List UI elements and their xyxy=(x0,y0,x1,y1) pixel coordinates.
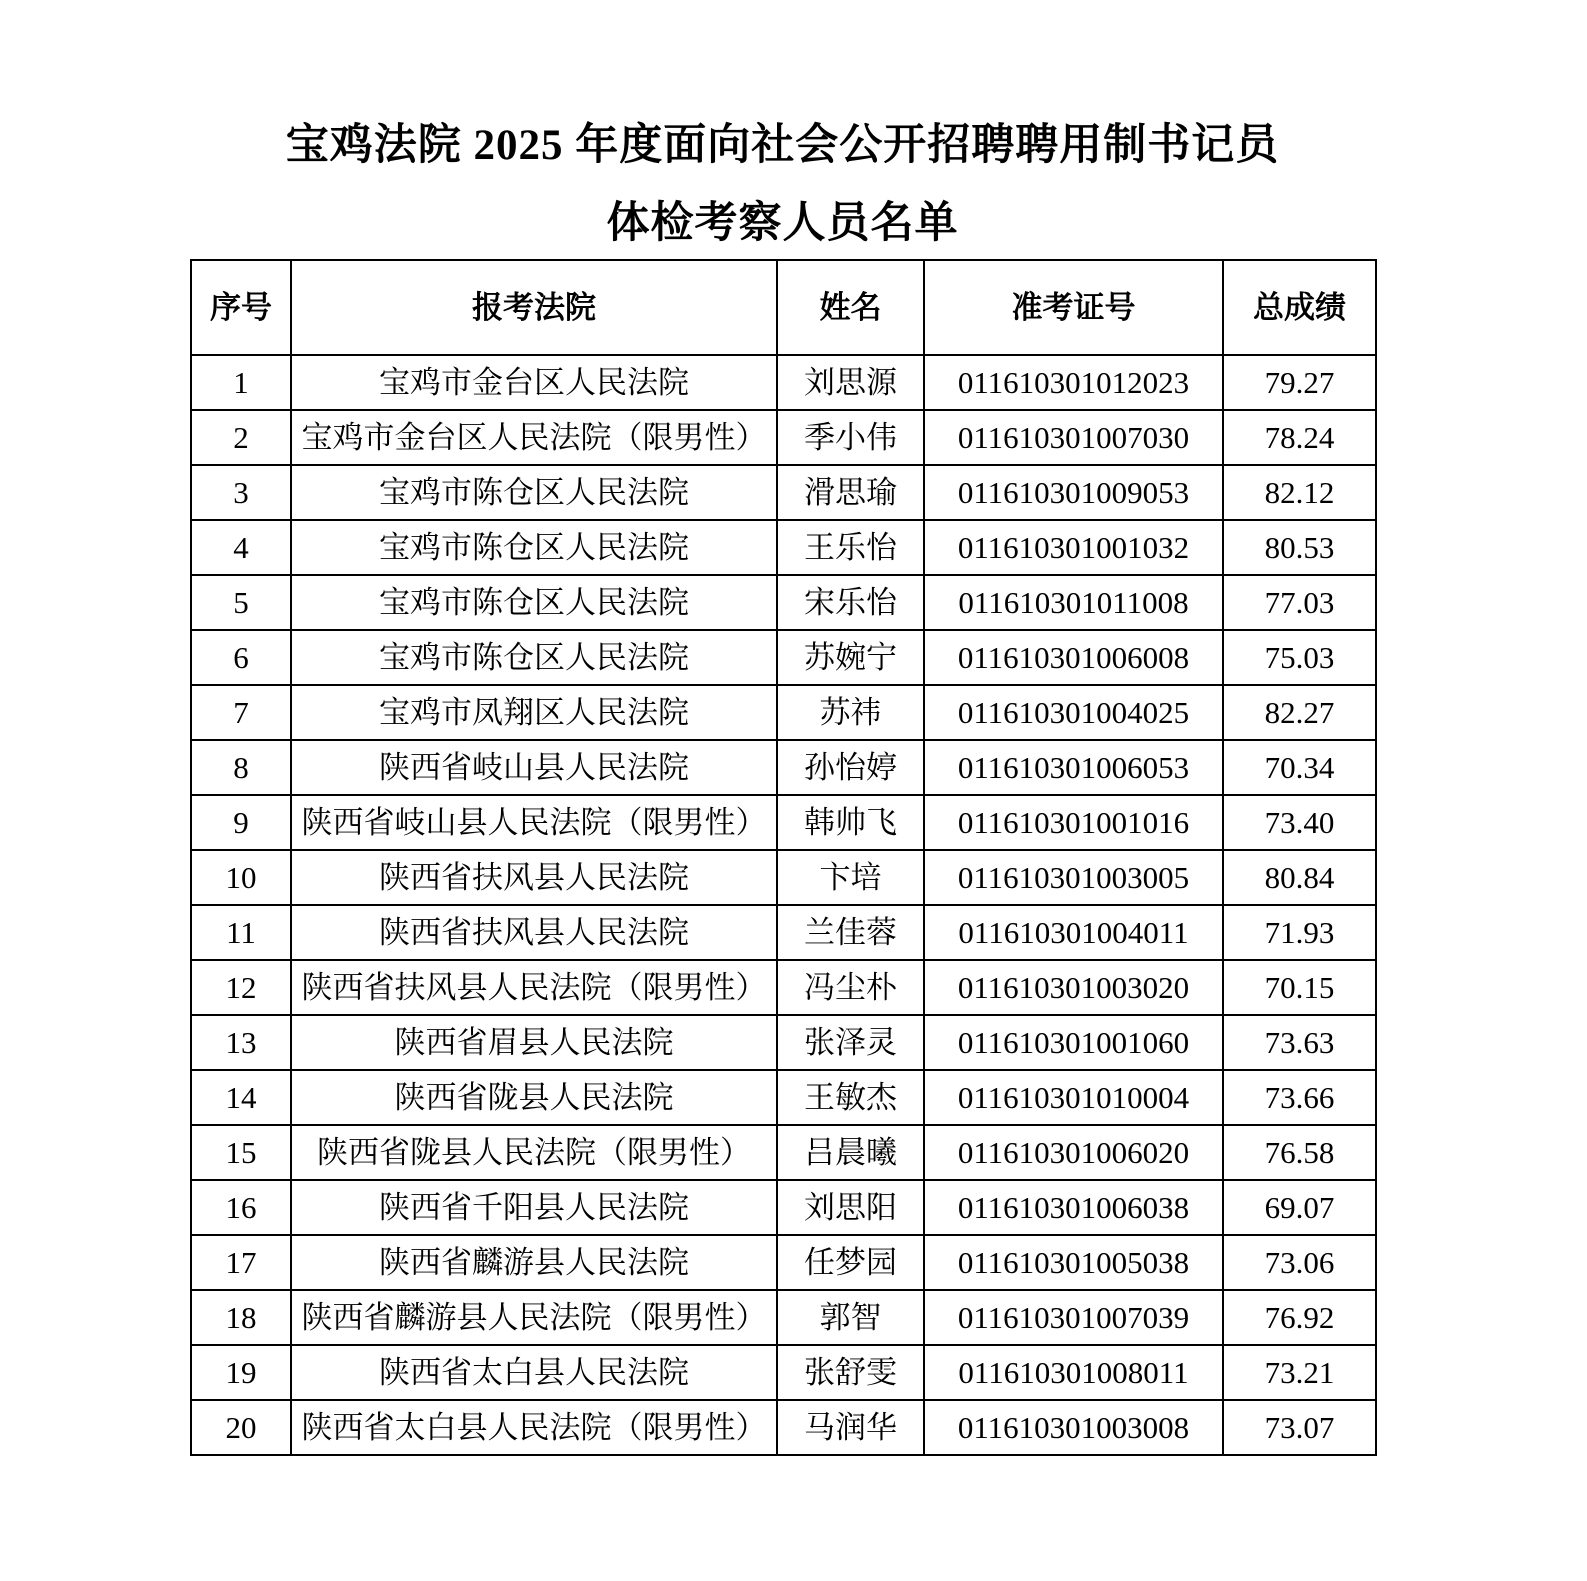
cell-applied-court: 陕西省陇县人民法院（限男性） xyxy=(291,1125,777,1180)
cell-serial-number: 6 xyxy=(191,630,291,685)
cell-serial-number: 9 xyxy=(191,795,291,850)
table-row xyxy=(191,1015,1376,1070)
header-serial-number: 序号 xyxy=(191,260,291,355)
cell-ticket-number: 011610301009053 xyxy=(924,465,1223,520)
cell-name: 苏婉宁 xyxy=(777,630,924,685)
cell-applied-court: 宝鸡市陈仓区人民法院 xyxy=(291,465,777,520)
cell-ticket-number: 011610301006008 xyxy=(924,630,1223,685)
cell-total-score: 76.92 xyxy=(1223,1290,1376,1345)
cell-total-score: 82.27 xyxy=(1223,685,1376,740)
header-name: 姓名 xyxy=(777,260,924,355)
cell-name: 季小伟 xyxy=(777,410,924,465)
cell-applied-court: 陕西省太白县人民法院 xyxy=(291,1345,777,1400)
cell-total-score: 70.34 xyxy=(1223,740,1376,795)
cell-total-score: 69.07 xyxy=(1223,1180,1376,1235)
table-row xyxy=(191,575,1376,630)
table-row xyxy=(191,850,1376,905)
cell-ticket-number: 011610301012023 xyxy=(924,355,1223,410)
table-row xyxy=(191,1125,1376,1180)
document-title-line1: 宝鸡法院 2025 年度面向社会公开招聘聘用制书记员 xyxy=(285,122,1280,169)
cell-total-score: 76.58 xyxy=(1223,1125,1376,1180)
cell-serial-number: 17 xyxy=(191,1235,291,1290)
cell-total-score: 73.06 xyxy=(1223,1235,1376,1290)
cell-serial-number: 15 xyxy=(191,1125,291,1180)
cell-applied-court: 宝鸡市金台区人民法院（限男性） xyxy=(291,410,777,465)
cell-total-score: 80.84 xyxy=(1223,850,1376,905)
cell-applied-court: 陕西省千阳县人民法院 xyxy=(291,1180,777,1235)
cell-name: 王乐怡 xyxy=(777,520,924,575)
cell-total-score: 77.03 xyxy=(1223,575,1376,630)
cell-name: 马润华 xyxy=(777,1400,924,1455)
table-row xyxy=(191,685,1376,740)
cell-applied-court: 陕西省扶风县人民法院 xyxy=(291,850,777,905)
cell-ticket-number: 011610301001016 xyxy=(924,795,1223,850)
table-row xyxy=(191,1235,1376,1290)
cell-ticket-number: 011610301001060 xyxy=(924,1015,1223,1070)
cell-name: 任梦园 xyxy=(777,1235,924,1290)
cell-serial-number: 19 xyxy=(191,1345,291,1400)
cell-total-score: 73.40 xyxy=(1223,795,1376,850)
candidates-table xyxy=(190,259,1377,1456)
document-title-block xyxy=(190,0,1375,249)
cell-ticket-number: 011610301004011 xyxy=(924,905,1223,960)
table-row xyxy=(191,630,1376,685)
cell-ticket-number: 011610301008011 xyxy=(924,1345,1223,1400)
table-row xyxy=(191,1070,1376,1125)
cell-serial-number: 4 xyxy=(191,520,291,575)
cell-ticket-number: 011610301007039 xyxy=(924,1290,1223,1345)
table-row xyxy=(191,465,1376,520)
cell-serial-number: 16 xyxy=(191,1180,291,1235)
cell-serial-number: 5 xyxy=(191,575,291,630)
table-row xyxy=(191,795,1376,850)
cell-name: 宋乐怡 xyxy=(777,575,924,630)
table-header-row xyxy=(191,260,1376,355)
cell-applied-court: 陕西省麟游县人民法院（限男性） xyxy=(291,1290,777,1345)
cell-ticket-number: 011610301007030 xyxy=(924,410,1223,465)
cell-serial-number: 8 xyxy=(191,740,291,795)
cell-total-score: 70.15 xyxy=(1223,960,1376,1015)
document-page xyxy=(190,0,1375,1456)
cell-applied-court: 陕西省扶风县人民法院（限男性） xyxy=(291,960,777,1015)
cell-total-score: 73.66 xyxy=(1223,1070,1376,1125)
table-row xyxy=(191,520,1376,575)
cell-serial-number: 2 xyxy=(191,410,291,465)
cell-ticket-number: 011610301011008 xyxy=(924,575,1223,630)
cell-total-score: 82.12 xyxy=(1223,465,1376,520)
cell-total-score: 73.63 xyxy=(1223,1015,1376,1070)
cell-applied-court: 陕西省岐山县人民法院 xyxy=(291,740,777,795)
cell-name: 卞培 xyxy=(777,850,924,905)
cell-name: 王敏杰 xyxy=(777,1070,924,1125)
cell-name: 韩帅飞 xyxy=(777,795,924,850)
cell-serial-number: 3 xyxy=(191,465,291,520)
cell-total-score: 80.53 xyxy=(1223,520,1376,575)
cell-serial-number: 13 xyxy=(191,1015,291,1070)
cell-ticket-number: 011610301001032 xyxy=(924,520,1223,575)
cell-applied-court: 宝鸡市凤翔区人民法院 xyxy=(291,685,777,740)
cell-name: 滑思瑜 xyxy=(777,465,924,520)
cell-ticket-number: 011610301006038 xyxy=(924,1180,1223,1235)
cell-serial-number: 14 xyxy=(191,1070,291,1125)
cell-ticket-number: 011610301006053 xyxy=(924,740,1223,795)
cell-total-score: 79.27 xyxy=(1223,355,1376,410)
cell-applied-court: 陕西省太白县人民法院（限男性） xyxy=(291,1400,777,1455)
cell-total-score: 73.07 xyxy=(1223,1400,1376,1455)
cell-name: 兰佳蓉 xyxy=(777,905,924,960)
cell-serial-number: 11 xyxy=(191,905,291,960)
table-row xyxy=(191,905,1376,960)
cell-ticket-number: 011610301010004 xyxy=(924,1070,1223,1125)
table-row xyxy=(191,1345,1376,1400)
cell-serial-number: 10 xyxy=(191,850,291,905)
cell-ticket-number: 011610301005038 xyxy=(924,1235,1223,1290)
cell-name: 张舒雯 xyxy=(777,1345,924,1400)
cell-total-score: 75.03 xyxy=(1223,630,1376,685)
cell-name: 孙怡婷 xyxy=(777,740,924,795)
cell-applied-court: 陕西省扶风县人民法院 xyxy=(291,905,777,960)
cell-serial-number: 7 xyxy=(191,685,291,740)
cell-name: 郭智 xyxy=(777,1290,924,1345)
cell-applied-court: 宝鸡市陈仓区人民法院 xyxy=(291,575,777,630)
cell-total-score: 73.21 xyxy=(1223,1345,1376,1400)
cell-applied-court: 陕西省眉县人民法院 xyxy=(291,1015,777,1070)
cell-serial-number: 18 xyxy=(191,1290,291,1345)
table-row xyxy=(191,960,1376,1015)
table-header xyxy=(191,260,1376,355)
table-body xyxy=(191,355,1376,1455)
cell-name: 刘思源 xyxy=(777,355,924,410)
cell-name: 冯尘朴 xyxy=(777,960,924,1015)
cell-ticket-number: 011610301003008 xyxy=(924,1400,1223,1455)
cell-serial-number: 20 xyxy=(191,1400,291,1455)
cell-applied-court: 陕西省岐山县人民法院（限男性） xyxy=(291,795,777,850)
cell-name: 吕晨曦 xyxy=(777,1125,924,1180)
header-applied-court: 报考法院 xyxy=(291,260,777,355)
cell-applied-court: 陕西省陇县人民法院 xyxy=(291,1070,777,1125)
header-ticket-number: 准考证号 xyxy=(924,260,1223,355)
cell-applied-court: 宝鸡市陈仓区人民法院 xyxy=(291,520,777,575)
table-row xyxy=(191,1180,1376,1235)
cell-applied-court: 宝鸡市陈仓区人民法院 xyxy=(291,630,777,685)
table-row xyxy=(191,740,1376,795)
cell-serial-number: 12 xyxy=(191,960,291,1015)
cell-name: 苏祎 xyxy=(777,685,924,740)
table-row xyxy=(191,410,1376,465)
cell-applied-court: 陕西省麟游县人民法院 xyxy=(291,1235,777,1290)
cell-total-score: 71.93 xyxy=(1223,905,1376,960)
cell-name: 张泽灵 xyxy=(777,1015,924,1070)
cell-ticket-number: 011610301003020 xyxy=(924,960,1223,1015)
cell-serial-number: 1 xyxy=(191,355,291,410)
document-title-line2: 体检考察人员名单 xyxy=(606,199,959,247)
header-total-score: 总成绩 xyxy=(1223,260,1376,355)
cell-ticket-number: 011610301003005 xyxy=(924,850,1223,905)
table-row xyxy=(191,1290,1376,1345)
cell-applied-court: 宝鸡市金台区人民法院 xyxy=(291,355,777,410)
cell-ticket-number: 011610301004025 xyxy=(924,685,1223,740)
table-row xyxy=(191,1400,1376,1455)
table-row xyxy=(191,355,1376,410)
cell-total-score: 78.24 xyxy=(1223,410,1376,465)
cell-name: 刘思阳 xyxy=(777,1180,924,1235)
cell-ticket-number: 011610301006020 xyxy=(924,1125,1223,1180)
